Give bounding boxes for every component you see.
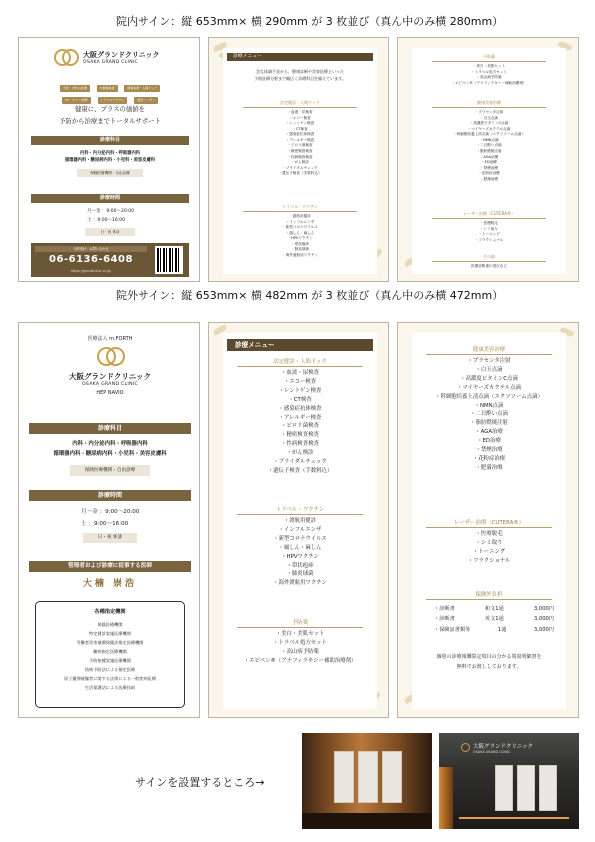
menu-item: ・花粉症治療 [478, 171, 500, 176]
tagline [19, 104, 200, 127]
logo-name-jp: 大阪グランドクリニック [83, 51, 160, 59]
menu-card [223, 48, 377, 274]
menu-item: ・レントゲン検査 [285, 121, 315, 126]
menu-list [223, 214, 377, 259]
menu-item: ・性病検査検査 [287, 154, 313, 159]
pill: トラベルワクチン [98, 97, 128, 104]
menu-item: ・脂肪燃焼注射 [470, 420, 508, 427]
fee-table [434, 604, 554, 635]
dept-title: 診療科目 [31, 136, 189, 145]
exterior-sign-left [18, 322, 200, 718]
section-title: 保険外負担 [475, 592, 503, 598]
section-title: 予防薬 [291, 620, 309, 626]
divider [426, 354, 552, 355]
menu-item: ・遺伝子検査（手数料込） [267, 467, 333, 474]
menu-item: ・アレルギー検査 [278, 414, 322, 421]
menu-item: ・シミ取り [475, 539, 503, 546]
menu-item: ・エピペン®（アナフィラキシー補助治療剤） [451, 80, 527, 85]
section-title: 健康美容治療 [472, 347, 506, 353]
menu-item: ・医療脱毛 [480, 221, 498, 225]
institutions-list [36, 620, 184, 692]
branch-name: HEP NAVIO [96, 390, 124, 396]
installation-photo-1 [302, 733, 432, 829]
section-title: トラベル・ワクチン [282, 204, 318, 209]
menu-item: ・美白・美肌セット [472, 64, 506, 68]
intro-line: 急な体調不良から、健康診断や美容医療といった [256, 69, 344, 74]
section-title: レーザー治療（CUTERA®） [462, 211, 516, 216]
menu-item: ・禁煙治療 [475, 447, 503, 454]
logo-name-en: OSAKA GRAND CLINIC [83, 60, 138, 65]
menu-card [412, 48, 566, 274]
menu-item: ・マイヤーズカクテル点滴 [456, 384, 522, 391]
menu-list [223, 369, 377, 476]
fee-label: ・診断書 [434, 616, 455, 623]
dept-badge: 保険医療機関・自由診療 [77, 169, 143, 177]
exterior-sign-right [397, 322, 579, 718]
dept-line: 循環器内科・糖尿病内科・小児科・美容皮膚科 [64, 158, 156, 164]
divider [432, 107, 546, 108]
contact-box [31, 243, 189, 277]
installed-heading: サインを設置するところ→ [135, 776, 265, 789]
contact-label: 予約受付・お問い合わせ [35, 246, 147, 252]
menu-item: ・エピペン®（アナフィラキシー補助治療剤） [243, 657, 357, 664]
divider [432, 61, 546, 62]
institutions-title: 各種指定機関 [94, 609, 126, 615]
menu-item: ・がん検診 [291, 160, 309, 165]
menu-item: ・トラベル処方セット [471, 69, 507, 74]
fee-row [434, 625, 554, 635]
menu-item: ・ED治療 [481, 160, 497, 165]
menu-item: ・ブライダルチェック [282, 165, 318, 170]
pill: 健康診断・人間ドック [124, 85, 160, 92]
menu-item: ・花粉症治療 [472, 455, 506, 462]
menu-item: ・幹細胞培養上清点滴（エクソソーム点滴） [453, 132, 525, 137]
menu-item: ・ピロリ菌検査 [281, 423, 319, 430]
interior-sign-left [18, 37, 200, 282]
menu-item: ・感染症抗体検査 [285, 132, 315, 137]
fee-sub: 1通 [497, 626, 507, 633]
menu-item: ・アレルギー検査 [285, 137, 315, 142]
hours-line: 月〜金 ：9:00〜20:00 [87, 209, 135, 214]
menu-item: 医療診断書の発行など [471, 264, 507, 268]
menu-item: ・禁煙治療 [480, 165, 498, 170]
dept-title: 診療科目 [29, 423, 191, 434]
menu-item: ・CT検査 [292, 126, 308, 131]
divider [426, 599, 552, 600]
menu-item: 特定健診実施医療機関 [89, 631, 131, 637]
menu-item: ・トラベル処方セット [273, 639, 327, 646]
menu-item: ・血液・尿検査 [281, 370, 319, 376]
menu-item: 原子爆弾被爆者に関する法律による一般疾病医療 [63, 676, 157, 682]
fee-row [434, 604, 554, 614]
section-title: 予防薬 [483, 54, 495, 59]
menu-item: ・HPVワクチン [281, 553, 319, 560]
sign-frame [517, 765, 535, 811]
section-title: トラベル・ワクチン [275, 507, 325, 513]
menu-item: ・ED治療 [477, 438, 501, 445]
menu-item: ・肺炎球菌 [291, 247, 309, 252]
exterior-sign-middle [208, 322, 389, 718]
menu-item: ・がん検診 [286, 450, 314, 457]
section-title: 法定健診・人間ドック [273, 359, 327, 365]
menu-item: ・二日酔い点滴 [476, 143, 502, 148]
section-title: その他 [483, 254, 495, 259]
wood-wall [439, 767, 453, 829]
menu-item: ・白玉点滴 [480, 115, 498, 120]
menu-item: ・インフルエンザ [285, 219, 315, 224]
menu-item: ・トーニング [472, 548, 506, 555]
menu-item: ・マイヤーズカクテル点滴 [467, 126, 511, 131]
menu-item: ・脂肪燃焼注射 [476, 148, 502, 153]
hours-list [87, 207, 134, 225]
menu-item: ・肥満治療 [480, 176, 498, 181]
menu-item: ・ブライダルチェック [273, 459, 327, 466]
divider [237, 627, 363, 628]
sign-frame [358, 751, 378, 803]
hours-title: 診療時間 [31, 194, 189, 203]
menu-item: ・遺伝子検査（手数料込） [278, 171, 322, 176]
exterior-sign-heading: 院外サイン：縦 653mm× 横 482mm が 3 枚並び（真ん中のみ横 472mm） [116, 289, 504, 302]
menu-item: ・高濃度ビタミンC点滴 [469, 121, 509, 126]
fee-price: 3,000円 [533, 616, 554, 623]
floor [302, 813, 432, 829]
menu-item: ・ピロリ菌検査 [287, 143, 313, 148]
dept-list [19, 150, 200, 165]
logo-name-jp: 大阪グランドクリニック [69, 372, 151, 381]
section-title: 健康美容治療 [477, 100, 501, 105]
section-title: レーザー治療（CUTERA®） [453, 520, 525, 526]
menu-item: 生活保護法による医療扶助 [84, 685, 136, 691]
installation-photo-2 [439, 733, 579, 829]
menu-title: 診療メニュー [227, 339, 373, 351]
sign-frame [495, 765, 513, 811]
pill: CT・エコー/診断 [62, 97, 91, 104]
hours-line: 土 ：9:00〜16:00 [87, 218, 126, 223]
menu-list [223, 110, 377, 177]
menu-item: ・高山病予防薬 [476, 75, 502, 80]
menu-item: ・海外渡航用ワクチン [273, 580, 327, 587]
menu-item: ・NMN点滴 [479, 137, 499, 142]
menu-item: ・HPVワクチン [287, 236, 313, 241]
menu-item: ・プラセンタ注射 [467, 358, 511, 364]
menu-item: ・帯状疱疹 [286, 562, 314, 569]
menu-list [412, 357, 566, 473]
menu-item: ・精密検査検査 [281, 432, 319, 439]
dept-line: 内科・内分泌内科・呼吸器内科 [79, 151, 141, 156]
floor-light [459, 817, 569, 819]
menu-item: ・血液・尿検査 [287, 110, 313, 114]
menu-item: ・新型コロナウイルス [282, 225, 318, 230]
menu-item: ・CT検査 [288, 396, 312, 403]
interior-sign-right [397, 37, 579, 282]
menu-item: 予防接種実施医療機関 [89, 658, 131, 664]
menu-item: ・感染症抗体検査 [278, 405, 322, 412]
hours-line: 月〜金 ：9:00〜20:00 [81, 509, 140, 515]
phone-number: 06-6136-6408 [49, 254, 133, 265]
sign-frame [334, 751, 354, 803]
clinic-logo-icon-2 [106, 347, 125, 366]
fee-price: 3,000円 [533, 606, 554, 612]
menu-item: ・二日酔い点滴 [470, 411, 508, 418]
menu-item: ・白玉点滴 [475, 366, 503, 373]
menu-list [223, 630, 377, 666]
manager-title: 管理者および診療に従事する医師 [29, 561, 191, 572]
photo-sign-en: OSAKA GRAND CLINIC [473, 750, 511, 754]
divider [432, 218, 546, 219]
dept-list [19, 439, 200, 460]
hours-line: 土 ：9:00〜16:00 [81, 520, 129, 527]
closed-badge: 日・祝 休診 [83, 533, 137, 543]
fee-row [434, 614, 554, 624]
menu-list [412, 64, 566, 86]
note-line: 無料でお渡ししております。 [456, 663, 522, 670]
tagline-line-1: 健康に、プラスの価値を [74, 105, 146, 113]
fee-sub: 和文1通 [484, 606, 504, 612]
fee-sub: 英文1通 [484, 616, 504, 623]
menu-item: ・渡航用健診 [283, 518, 317, 524]
clinic-logo-icon [461, 743, 470, 752]
corporation-name: 医療法人 m.FORTH [87, 336, 133, 342]
menu-list [412, 264, 566, 270]
menu-item: ・フラクショナル [467, 557, 511, 564]
divider [237, 514, 363, 515]
pill: 予防・内科の診療 [60, 85, 90, 92]
interior-sign-middle [208, 37, 389, 282]
sign-frame [539, 765, 557, 811]
menu-item: ・帯状疱疹 [291, 241, 309, 246]
service-pills-2 [23, 86, 197, 105]
institutions-box [35, 601, 185, 708]
clinic-logo-icon-2 [62, 49, 79, 66]
intro-line: 予防医療分野まで幅広く診療科目を揃えています。 [254, 76, 346, 82]
section-title: 法定健診・人間ドック [280, 100, 320, 105]
menu-card [412, 333, 566, 709]
divider [426, 527, 552, 528]
menu-item: 難病指定医療機関 [93, 649, 127, 655]
website-url: https://grandclinic.or.jp/ [70, 269, 112, 273]
menu-item: ・シミ取り [480, 226, 498, 231]
menu-item: ・精密検査検査 [287, 148, 313, 153]
menu-item: ・新型コロナウイルス [273, 535, 327, 542]
menu-item: ・美白・美肌セット [275, 631, 325, 637]
menu-item: ・風しん・麻しん [278, 544, 322, 551]
menu-item: ・性病検査検査 [281, 441, 319, 448]
hours-title: 診療時間 [29, 490, 191, 501]
menu-item: 結核予防法による指定医療 [84, 667, 136, 673]
menu-item: ・肥満治療 [475, 464, 503, 471]
fee-price: 3,000円 [533, 626, 554, 633]
pill: 美容レーザー [134, 97, 158, 104]
divider [237, 366, 363, 367]
menu-list [412, 530, 566, 566]
menu-item: 保険医療機関 [97, 622, 123, 627]
menu-item: ・NMN点滴 [474, 402, 504, 409]
divider [243, 211, 357, 212]
menu-list [223, 517, 377, 588]
menu-list [412, 110, 566, 182]
qr-code-icon [155, 246, 183, 274]
menu-item: ・レントゲン検査 [278, 387, 322, 394]
photo-sign-jp: 大阪グランドクリニック [473, 744, 534, 750]
menu-title: 診療メニュー [227, 53, 373, 61]
sign-frame [382, 751, 402, 803]
dept-line: 内科・内分泌内科・呼吸器内科 [72, 441, 148, 447]
fee-label: ・診断書 [434, 606, 455, 612]
menu-card [223, 333, 377, 709]
fee-label: ・保険証書類等 [434, 626, 471, 633]
menu-item: ・AGA治療 [475, 429, 503, 436]
menu-intro [223, 68, 377, 82]
menu-item: ・医療脱毛 [475, 531, 503, 537]
menu-item: ・トーニング [478, 232, 500, 237]
interior-sign-heading: 院内サイン：縦 653mm× 横 290mm が 3 枚並び（真ん中のみ横 280mm） [116, 15, 504, 28]
note-line: 個別の診療報酬算定項目の分かる領収明細書を [436, 654, 542, 660]
divider [243, 107, 357, 108]
closed-badge: 日・祝 休診 [85, 228, 135, 236]
receipt-note [412, 653, 566, 672]
menu-item: ・幹細胞培養上清点滴（エクソソーム点滴） [435, 393, 543, 400]
menu-list [412, 221, 566, 243]
menu-item: ・海外渡航用ワクチン [282, 252, 318, 257]
doctor-name: 大楠 崇浩 [82, 579, 138, 589]
menu-item: ・高山病予防薬 [281, 648, 319, 655]
menu-item: ・エコー検査 [283, 378, 317, 385]
menu-item: ・肺炎球菌 [286, 571, 314, 578]
pill: 内視鏡検査 [97, 85, 118, 92]
menu-item: ・インフルエンザ [278, 526, 322, 533]
menu-item: ・高濃度ビタミンC点滴 [460, 375, 518, 382]
menu-item: ・AGA治療 [479, 154, 499, 159]
divider [432, 261, 546, 262]
tagline-line-2: 予防から治療までトータルサポート [58, 116, 162, 125]
menu-item: ・渡航用健診 [289, 214, 311, 218]
logo-name-en: OSAKA GRAND CLINIC [82, 382, 138, 387]
hours-list [81, 507, 139, 530]
menu-item: 労働者災害補償保険法指定医療機関 [76, 640, 144, 646]
dept-badge: 保険医療機関・自由診療 [70, 465, 150, 476]
menu-item: ・プラセンタ注射 [474, 110, 504, 114]
menu-item: ・フラクショナル [474, 237, 504, 242]
menu-item: ・エコー検査 [289, 115, 311, 120]
dept-line: 循環器内科・糖尿病内科・小児科・美容皮膚科 [53, 451, 167, 458]
menu-item: ・風しん・麻しん [285, 230, 315, 235]
